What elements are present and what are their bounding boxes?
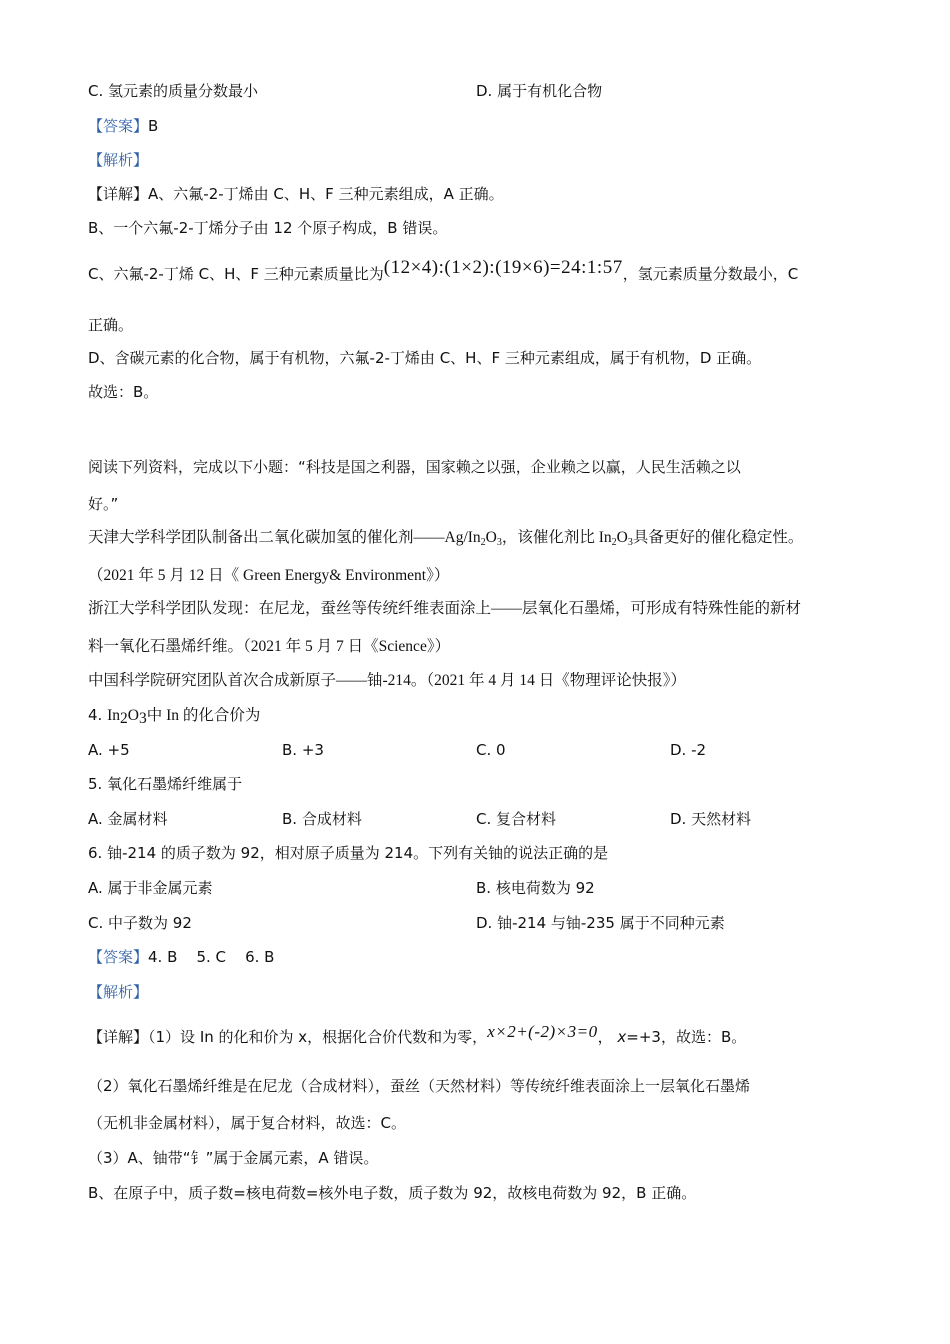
analysis-tag: 【解析】 (88, 151, 149, 169)
answers-p1-x: x (617, 1028, 627, 1046)
subscript-3: 3 (138, 710, 147, 727)
material-cas: 中国科学院研究团队首次合成新原子——铀-214。（2021 年 4 月 14 日《物理评论快报》） (88, 672, 687, 689)
answer-value: B (148, 117, 159, 135)
answers-p4: B、在原子中，质子数=核电荷数=核外电子数，质子数为 92，故核电荷数为 92，B 正确。 (88, 1184, 697, 1202)
detail-line-a (88, 184, 504, 204)
oxygen-letter: O (127, 707, 139, 724)
q4-option-c: C. 0 (476, 741, 506, 759)
q6-stem: 6. 铀-214 的质子数为 92，相对原子质量为 214。下列有关铀的说法正确的是 (88, 844, 609, 862)
subscript-2: 2 (120, 710, 128, 727)
answers-p2-1: （2）氧化石墨烯纤维是在尼龙（合成材料），蚕丝（天然材料）等传统纤维表面涂上一层氧化石墨烯 (88, 1077, 751, 1095)
q6-option-c: C. 中子数为 92 (88, 914, 192, 932)
q6-option-d: D. 铀-214 与铀-235 属于不同种元素 (476, 914, 725, 932)
detail-line-b: B、一个六氟-2-丁烯分子由 12 个原子构成，B 错误。 (88, 219, 448, 237)
subscript-3: 3 (496, 537, 502, 548)
tianjin-text-pre: 天津大学科学团队制备出二氧化碳加氢的催化剂——Ag/In (88, 529, 481, 546)
q6-option-b: B. 核电荷数为 92 (476, 879, 595, 897)
subscript-2: 2 (611, 537, 617, 548)
answers-analysis-tag: 【解析】 (88, 983, 149, 1001)
q5-option-c: C. 复合材料 (476, 810, 557, 828)
tianjin-text-mid: ，该催化剂比 In (501, 529, 612, 546)
q5-option-a: A. 金属材料 (88, 810, 168, 828)
answers-detail-tag: 【详解】 (88, 1028, 149, 1046)
material-tianjin (88, 528, 803, 548)
option-d: D. 属于有机化合物 (476, 82, 603, 100)
conclusion: 故选：B。 (88, 383, 159, 401)
detail-text-c-pre: C、六氟-2-丁烯 C、H、F 三种元素质量比为 (88, 265, 384, 283)
q4-option-a: A. +5 (88, 741, 130, 759)
valence-formula: x×2+(-2)×3=0 (487, 1022, 598, 1041)
detail-text-a: A、六氟-2-丁烯由 C、H、F 三种元素组成，A 正确。 (148, 185, 504, 203)
q4-number: 4. (88, 706, 108, 724)
detail-line-c (88, 257, 799, 284)
q5-option-d: D. 天然材料 (670, 810, 752, 828)
subscript-3: 3 (627, 537, 633, 548)
detail-line-d: D、含碳元素的化合物，属于有机物，六氟-2-丁烯由 C、H、F 三种元素组成，属于有机物，D 正确。 (88, 349, 762, 367)
answer-line (88, 116, 158, 136)
answers-p1-sep: ， (597, 1028, 618, 1046)
tianjin-text-post: 具备更好的催化稳定性。 (632, 529, 804, 546)
answers-tag: 【答案】 (88, 948, 149, 966)
q5-option-b: B. 合成材料 (282, 810, 362, 828)
q4-option-b: B. +3 (282, 741, 324, 759)
q5-stem: 5. 氧化石墨烯纤维属于 (88, 775, 243, 793)
answers-p3: （3）A、铀带“钅”属于金属元素，A 错误。 (88, 1149, 379, 1167)
answers-p2-2: （无机非金属材料），属于复合材料，故选：C。 (88, 1114, 406, 1132)
material-zhejiang-1: 浙江大学科学团队发现：在尼龙，蚕丝等传统纤维表面涂上——层氧化石墨烯，可形成有特殊性能的新材 (88, 600, 802, 617)
material-intro-1: 阅读下列资料，完成以下小题：“科技是国之利器，国家赖之以强，企业赖之以赢，人民生活赖之以 (88, 458, 741, 476)
q6-option-a: A. 属于非金属元素 (88, 879, 213, 897)
detail-line-c-cont: 正确。 (88, 316, 134, 334)
q4-option-d: D. -2 (670, 741, 707, 759)
material-intro-2: 好。” (88, 495, 119, 513)
answer-tag: 【答案】 (88, 117, 149, 135)
oxygen-letter: O (616, 529, 628, 546)
oxygen-letter: O (485, 529, 497, 546)
answers-line (88, 947, 274, 967)
answers-text: 4. B 5. C 6. B (148, 948, 275, 966)
material-zhejiang-2: 料一氧化石墨烯纤维。（2021 年 5 月 7 日《Science》） (88, 638, 451, 655)
q4-in: In (107, 707, 121, 724)
answers-p1-post: =+3，故选：B。 (626, 1028, 747, 1046)
answers-p1-pre: （1）设 In 的化和价为 x，根据化合价代数和为零， (148, 1028, 488, 1046)
q4-stem (88, 705, 260, 726)
detail-text-c-post: ，氢元素质量分数最小，C (622, 265, 799, 283)
mass-ratio-formula: (12×4):(1×2):(19×6)=24:1:57 (383, 257, 623, 278)
detail-tag: 【详解】 (88, 185, 149, 203)
material-tianjin-source: （2021 年 5 月 12 日《 Green Energy& Environment》） (88, 567, 450, 584)
answers-p1 (88, 1022, 747, 1047)
q4-stem-text: 中 In 的化合价为 (146, 707, 261, 724)
option-c: C. 氢元素的质量分数最小 (88, 82, 259, 100)
subscript-2: 2 (480, 537, 486, 548)
